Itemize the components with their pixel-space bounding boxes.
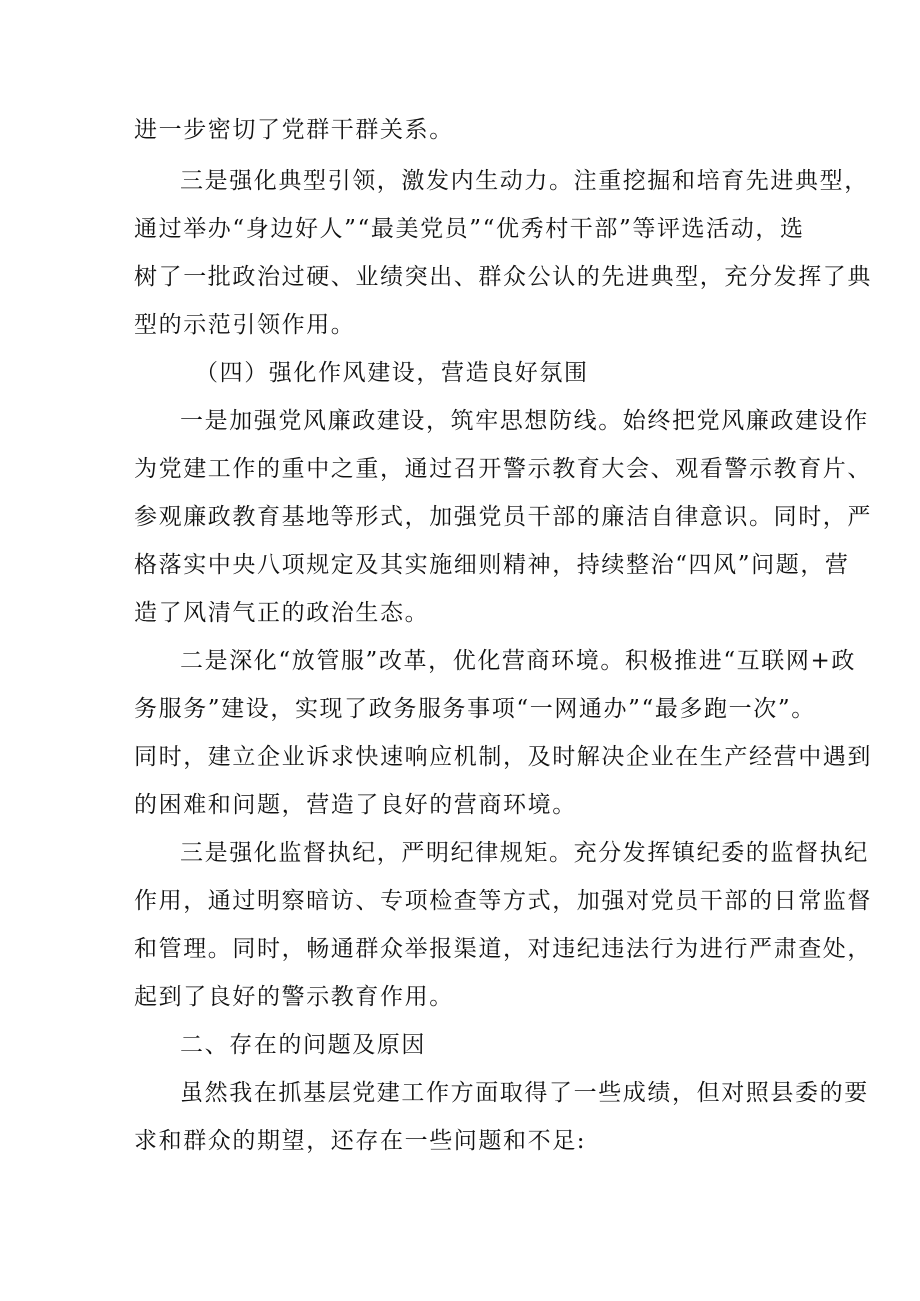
text-line: 参观廉政教育基地等形式，加强党员干部的廉洁自律意识。同时，严 [134, 504, 872, 530]
text-line: 虽然我在抓基层党建工作方面取得了一些成绩，但对照县委的要 [180, 1080, 869, 1106]
section-heading: （四）强化作风建设，营造良好氛围 [195, 360, 589, 386]
text-line: 造了风清气正的政治生态。 [134, 600, 430, 626]
text-line: 和管理。同时，畅通群众举报渠道，对违纪违法行为进行严肃查处， [134, 936, 872, 962]
text-line: 格落实中央八项规定及其实施细则精神，持续整治“四风”问题，营 [134, 552, 850, 578]
text-line: 二是深化“放管服”改革，优化营商环境。积极推进“互联网+政 [180, 648, 856, 674]
text-line: 一是加强党风廉政建设，筑牢思想防线。始终把党风廉政建设作 [180, 408, 869, 434]
text-line: 为党建工作的重中之重，通过召开警示教育大会、观看警示教育片、 [134, 456, 872, 482]
text-line: 通过举办“身边好人”“最美党员”“优秀村干部”等评选活动，选 [134, 216, 805, 242]
text-line: 型的示范引领作用。 [134, 312, 356, 338]
text-line: 三是强化典型引领，激发内生动力。注重挖掘和培育先进典型， [180, 168, 869, 194]
text-line: 起到了良好的警示教育作用。 [134, 984, 454, 1010]
text-line: 作用，通过明察暗访、专项检查等方式，加强对党员干部的日常监督 [134, 888, 872, 914]
text-line: 三是强化监督执纪，严明纪律规矩。充分发挥镇纪委的监督执纪 [180, 840, 869, 866]
text-line: 的困难和问题，营造了良好的营商环境。 [134, 792, 577, 818]
text-line: 务服务”建设，实现了政务服务事项“一网通办”“最多跑一次”。 [134, 696, 816, 722]
text-line: 求和群众的期望，还存在一些问题和不足: [134, 1128, 587, 1154]
text-line: 进一步密切了党群干群关系。 [134, 117, 454, 143]
text-line: 同时，建立企业诉求快速响应机制，及时解决企业在生产经营中遇到 [134, 744, 872, 770]
section-heading: 二、存在的问题及原因 [180, 1032, 426, 1058]
text-line: 树了一批政治过硬、业绩突出、群众公认的先进典型，充分发挥了典 [134, 264, 872, 290]
